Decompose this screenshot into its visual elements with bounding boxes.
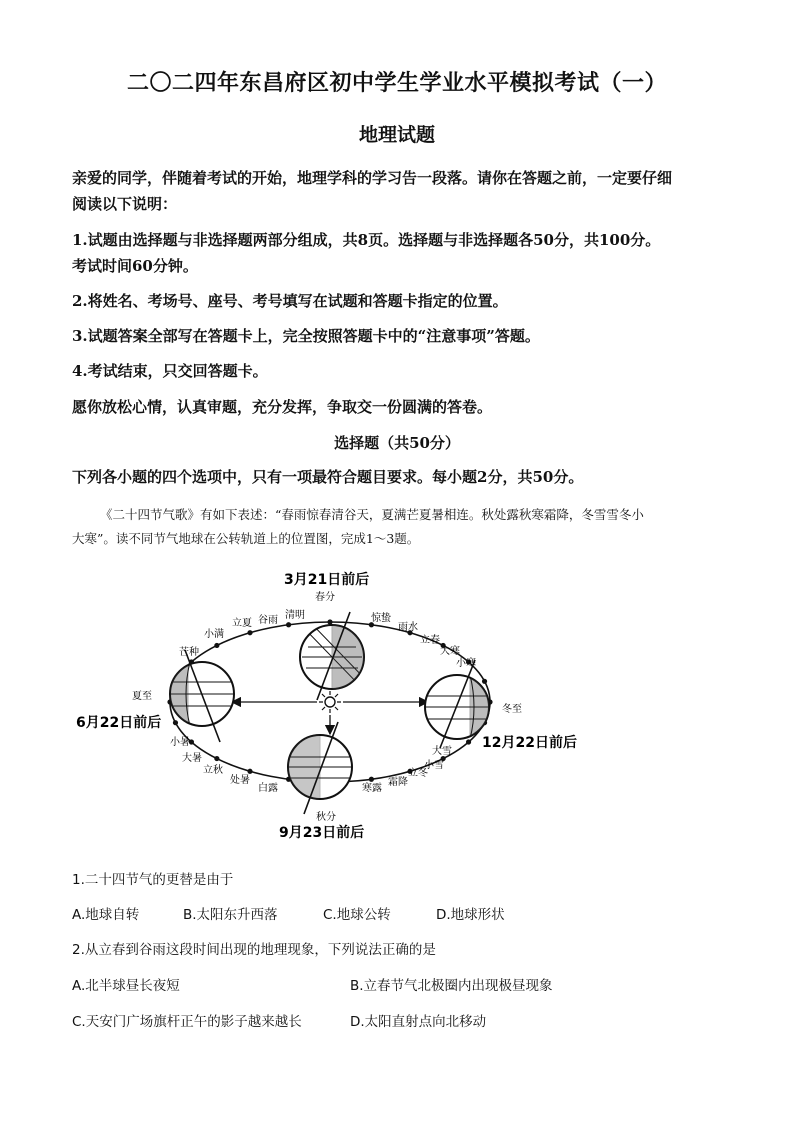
material-line-1: 《二十四节气歌》有如下表述：“春雨惊春清谷天，夏满芒夏暑相连。秋处露秋寒霜降，冬雪雪冬小 (100, 507, 644, 522)
instruction-item-4: 4.考试结束，只交回答题卡。 (72, 362, 268, 380)
term-xiaoshu: 小暑 (170, 737, 190, 748)
term-xiazhi: 夏至 (132, 691, 152, 702)
instruction-item-2: 2.将姓名、考场号、座号、考号填写在试题和答题卡指定的位置。 (72, 292, 508, 310)
term-lixia: 立夏 (232, 618, 252, 629)
orbit-dot (173, 720, 178, 725)
section-heading: 选择题（共50分） (334, 434, 460, 452)
date-summer: 6月22日前后 (76, 715, 162, 731)
term-liqiu: 立秋 (203, 765, 223, 776)
instruction-item-3: 3.试题答案全部写在答题卡上，完全按照答题卡中的“注意事项”答题。 (72, 327, 540, 345)
q1-option-b: B.太阳东升西落 (183, 907, 278, 923)
term-lidong: 立冬 (408, 768, 428, 779)
term-xiaoman: 小满 (204, 629, 224, 640)
exam-title: 二〇二四年东昌府区初中学生学业水平模拟考试（一） (126, 70, 667, 96)
orbit-dot (247, 769, 252, 774)
material-line-2: 大寒”。读不同节气地球在公转轨道上的位置图，完成1～3题。 (72, 531, 420, 546)
orbit-dot (327, 619, 332, 624)
term-qingming: 清明 (285, 610, 305, 621)
date-autumn: 9月23日前后 (279, 825, 365, 841)
orbit-dot (286, 622, 291, 627)
q2-option-a: A.北半球昼长夜短 (72, 978, 180, 994)
term-hanlu: 寒露 (362, 783, 382, 794)
orbit-diagram (72, 562, 582, 847)
wish-line: 愿你放松心情，认真审题，充分发挥，争取交一份圆满的答卷。 (72, 398, 493, 416)
q1-option-d: D.地球形状 (436, 907, 505, 923)
orbit-dot (214, 643, 219, 648)
term-dongzhi: 冬至 (502, 704, 522, 715)
term-yushui: 雨水 (398, 622, 418, 633)
term-dashu: 大暑 (182, 753, 202, 764)
instruction-item-1a: 1.试题由选择题与非选择题两部分组成，共8页。选择题与非选择题各50分，共100分。 (72, 231, 661, 249)
q2-option-c: C.天安门广场旗杆正午的影子越来越长 (72, 1014, 302, 1030)
term-dahan: 大寒 (440, 646, 460, 657)
orbit-dot (369, 777, 374, 782)
q2-option-d: D.太阳直射点向北移动 (350, 1014, 487, 1030)
question-1-stem: 1.二十四节气的更替是由于 (72, 872, 234, 888)
intro-line-1: 亲爱的同学，伴随着考试的开始，地理学科的学习告一段落。请你在答题之前，一定要仔细 (72, 169, 673, 187)
intro-line-2: 阅读以下说明： (72, 195, 178, 213)
term-chushu: 处暑 (230, 775, 250, 786)
term-daxue: 大雪 (432, 746, 452, 757)
term-bailu: 白露 (258, 783, 278, 794)
term-qiufen: 秋分 (316, 812, 336, 823)
term-shuangjiang: 霜降 (388, 777, 408, 788)
term-jingzhe: 惊蛰 (371, 613, 391, 624)
section-instruction: 下列各小题的四个选项中，只有一项最符合题目要求。每小题2分，共50分。 (72, 468, 584, 486)
exam-subject: 地理试题 (358, 124, 435, 146)
term-xiaoxue: 小雪 (424, 760, 444, 771)
question-2-stem: 2.从立春到谷雨这段时间出现的地理现象，下列说法正确的是 (72, 942, 436, 958)
orbit-dot (247, 630, 252, 635)
term-chunfen: 春分 (315, 592, 335, 603)
q2-option-b: B.立春节气北极圈内出现极昼现象 (350, 978, 553, 994)
term-mangzhong: 芒种 (179, 647, 199, 658)
q1-option-a: A.地球自转 (72, 907, 140, 923)
term-xiaohan: 小寒 (456, 658, 476, 669)
term-guyu: 谷雨 (258, 615, 278, 626)
date-spring: 3月21日前后 (284, 572, 370, 588)
orbit-dot (466, 739, 471, 744)
term-lichun: 立春 (420, 635, 440, 646)
instruction-item-1b: 考试时间60分钟。 (72, 257, 198, 275)
orbit-dot (214, 756, 219, 761)
date-winter: 12月22日前后 (482, 735, 577, 751)
q1-option-c: C.地球公转 (323, 907, 391, 923)
orbit-dot (482, 679, 487, 684)
